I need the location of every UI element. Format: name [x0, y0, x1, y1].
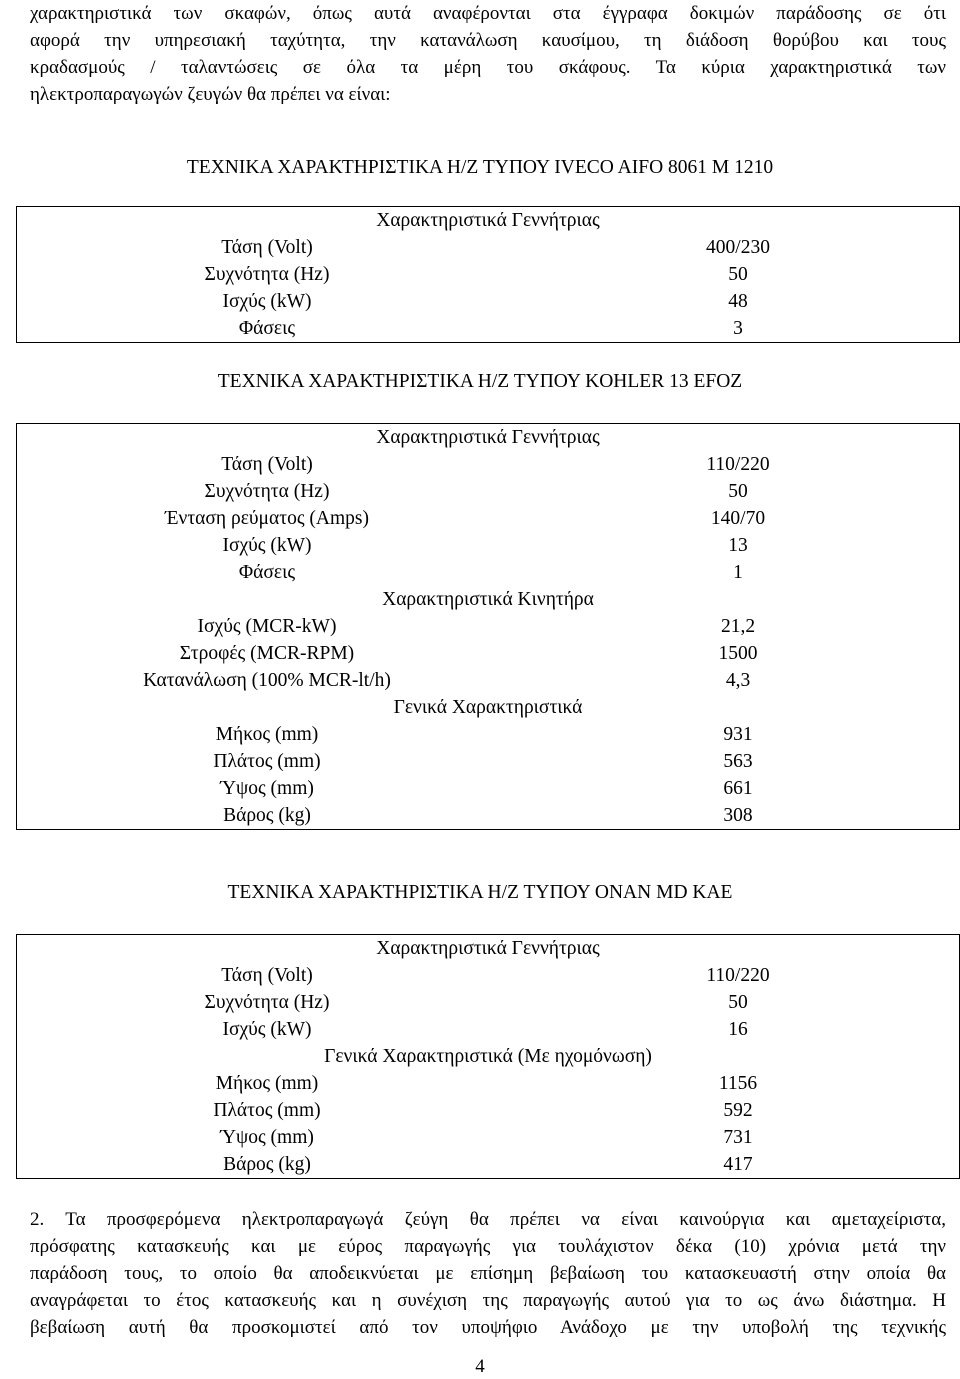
- spec-table-onan: [16, 934, 960, 1179]
- row-label: Ισχύς (MCR-kW): [197, 616, 337, 637]
- table-row: [17, 1070, 960, 1097]
- row-label: Ισχύς (kW): [222, 535, 312, 556]
- table-row: [17, 1151, 960, 1179]
- row-value: 16: [728, 1019, 748, 1040]
- spec-table-iveco: [16, 206, 960, 343]
- table-row: [17, 775, 960, 802]
- intro-line: αφορά την υπηρεσιακή ταχύτητα, την κατανάλωση καυσίμου, τη διάδοση θορύβου και τους: [30, 30, 946, 51]
- intro-paragraph: [30, 0, 946, 108]
- section-header: Χαρακτηριστικά Γεννήτριας: [376, 427, 600, 448]
- table-row: [17, 288, 960, 315]
- row-label: Μήκος (mm): [215, 1073, 319, 1094]
- row-label: Ισχύς (kW): [222, 1019, 312, 1040]
- row-label: Τάση (Volt): [221, 965, 313, 986]
- table-row: [17, 505, 960, 532]
- row-value: 1: [733, 562, 743, 583]
- row-label: Τάση (Volt): [221, 454, 313, 475]
- row-label: Ισχύς (kW): [222, 291, 312, 312]
- row-label: Συχνότητα (Hz): [204, 992, 330, 1013]
- table-title-onan: ΤΕΧΝΙΚΑ ΧΑΡΑΚΤΗΡΙΣΤΙΚΑ Η/Ζ ΤΥΠΟΥ ONAN MD KAE: [227, 882, 733, 903]
- table-row: [17, 532, 960, 559]
- row-value: 417: [723, 1154, 753, 1175]
- row-value: 592: [723, 1100, 753, 1121]
- outro-line: αναγράφεται το έτος κατασκευής και η συνέχιση της παραγωγής αυτού για το ως άνω διάστημα. Η: [30, 1290, 946, 1311]
- section-header: Χαρακτηριστικά Γεννήτριας: [376, 938, 600, 959]
- table-row: [17, 1097, 960, 1124]
- section-header: Γενικά Χαρακτηριστικά (Με ηχομόνωση): [324, 1046, 652, 1067]
- row-value: 50: [728, 992, 748, 1013]
- row-value: 13: [728, 535, 748, 556]
- table-row: [17, 478, 960, 505]
- table-title-iveco: ΤΕΧΝΙΚΑ ΧΑΡΑΚΤΗΡΙΣΤΙΚΑ Η/Ζ ΤΥΠΟΥ IVECO AIFO 8061 M 1210: [186, 157, 774, 178]
- table-row: [17, 721, 960, 748]
- row-value: 3: [733, 318, 743, 339]
- row-label: Συχνότητα (Hz): [204, 481, 330, 502]
- table-row: [17, 667, 960, 694]
- table-row: [17, 451, 960, 478]
- row-value: 110/220: [706, 454, 770, 475]
- row-value: 110/220: [706, 965, 770, 986]
- section-header: Γενικά Χαρακτηριστικά: [393, 697, 583, 718]
- table-row: [17, 962, 960, 989]
- table-row: [17, 234, 960, 261]
- row-value: 48: [728, 291, 748, 312]
- row-label: Ένταση ρεύματος (Amps): [165, 508, 369, 529]
- row-value: 140/70: [710, 508, 766, 529]
- row-value: 50: [728, 481, 748, 502]
- row-label: Μήκος (mm): [215, 724, 319, 745]
- table-row: [17, 802, 960, 830]
- outro-line: βεβαίωση αυτή θα προσκομιστεί από τον υποψήφιο Ανάδοχο με την υποβολή της τεχνικής: [30, 1317, 946, 1338]
- row-label: Βάρος (kg): [223, 1154, 311, 1175]
- row-label: Συχνότητα (Hz): [204, 264, 330, 285]
- row-label: Κατανάλωση (100% MCR-lt/h): [143, 670, 391, 691]
- page-number: 4: [475, 1356, 485, 1377]
- table-row: [17, 989, 960, 1016]
- table-title-kohler: ΤΕΧΝΙΚΑ ΧΑΡΑΚΤΗΡΙΣΤΙΚΑ Η/Ζ ΤΥΠΟΥ KOHLER 13 EFOZ: [217, 371, 743, 392]
- row-label: Τάση (Volt): [221, 237, 313, 258]
- row-label: Πλάτος (mm): [213, 751, 321, 772]
- row-value: 1500: [718, 643, 758, 664]
- section-header: Χαρακτηριστικά Κινητήρα: [382, 589, 594, 610]
- intro-line: χαρακτηριστικά των σκαφών, όπως αυτά αναφέρονται στα έγγραφα δοκιμών παράδοσης σε ότι: [30, 3, 946, 24]
- outro-paragraph: [30, 1206, 946, 1341]
- outro-line: 2. Τα προσφερόμενα ηλεκτροπαραγωγά ζεύγη θα πρέπει να είναι καινούργια και αμεταχείριστα,: [30, 1209, 946, 1230]
- row-label: Στροφές (MCR-RPM): [179, 643, 355, 664]
- row-value: 731: [723, 1127, 753, 1148]
- row-value: 931: [723, 724, 753, 745]
- section-header: Χαρακτηριστικά Γεννήτριας: [376, 210, 600, 231]
- intro-line: ηλεκτροπαραγωγών ζευγών θα πρέπει να είναι:: [30, 84, 391, 105]
- row-value: 308: [723, 805, 753, 826]
- row-label: Βάρος (kg): [223, 805, 311, 826]
- outro-line: πρόσφατης κατασκευής και με εύρος παραγωγής για τουλάχιστον δέκα (10) χρόνια μετά την: [30, 1236, 946, 1257]
- row-value: 1156: [718, 1073, 758, 1094]
- row-label: Φάσεις: [238, 318, 296, 339]
- table-row: [17, 1016, 960, 1043]
- row-label: Φάσεις: [238, 562, 296, 583]
- table-row: [17, 261, 960, 288]
- table-row: [17, 613, 960, 640]
- row-value: 50: [728, 264, 748, 285]
- intro-line: κραδασμούς / ταλαντώσεις σε όλα τα μέρη του σκάφους. Τα κύρια χαρακτηριστικά των: [30, 57, 946, 78]
- row-value: 563: [723, 751, 753, 772]
- spec-table-kohler: [16, 423, 960, 830]
- row-label: Ύψος (mm): [220, 1127, 314, 1148]
- table-row: [17, 640, 960, 667]
- table-row: [17, 315, 960, 343]
- table-row: [17, 1124, 960, 1151]
- row-value: 4,3: [725, 670, 751, 691]
- row-value: 21,2: [720, 616, 756, 637]
- row-value: 400/230: [706, 237, 770, 258]
- row-label: Πλάτος (mm): [213, 1100, 321, 1121]
- table-row: [17, 559, 960, 586]
- row-value: 661: [723, 778, 753, 799]
- table-row: [17, 748, 960, 775]
- row-label: Ύψος (mm): [220, 778, 314, 799]
- outro-line: παράδοση τους, το οποίο θα αποδεικνύεται με επίσημη βεβαίωση του κατασκευαστή στην οποία θα: [30, 1263, 946, 1284]
